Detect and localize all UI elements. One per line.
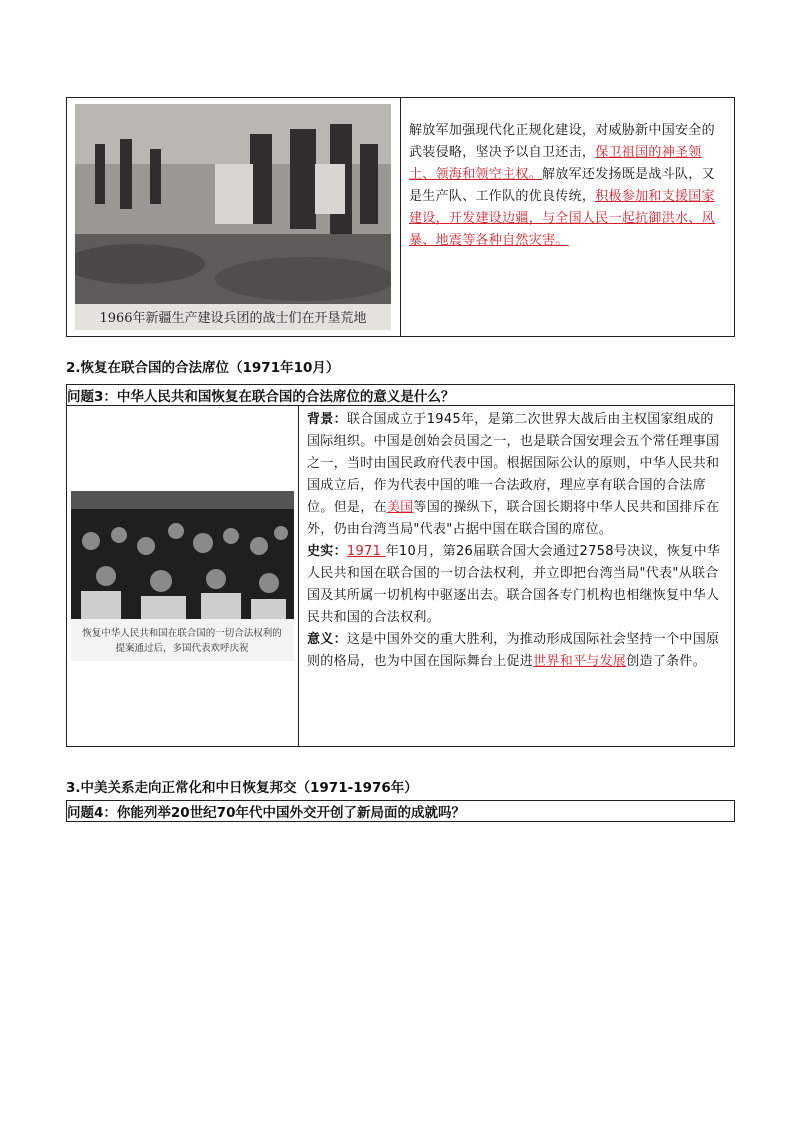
meaning-paragraph bbox=[307, 629, 726, 673]
un-photo-caption-line1: 恢复中华人民共和国在联合国的一切合法权利的 bbox=[82, 628, 282, 639]
section2-title: 2.恢复在联合国的合法席位（1971年10月） bbox=[66, 360, 340, 376]
section3-table bbox=[66, 800, 735, 822]
top-text-p2: 解放军还发扬既是战斗队，又是生产队、工作队的优良传统， bbox=[409, 167, 715, 204]
background-text-1: 联合国成立于1945年，是第二次世界大战后由主权国家组成的国际组织。中国是创始会员国之一，也是联合国安理会五个常任理事国之一，当时由国民政府代表中国。根据国际公认的原则，中华人民共和国成立后，作为代表中国的唯一合法政府，理应享有联合国的合法席位。但是，在 bbox=[307, 412, 720, 515]
un-text-cell bbox=[299, 406, 735, 747]
question4: 问题4：你能列举20世纪70年代中国外交开创了新局面的成就吗？ bbox=[67, 801, 735, 822]
section2-table bbox=[66, 384, 735, 747]
top-text-cell bbox=[401, 98, 735, 337]
un-photo-caption-line2: 提案通过后，多国代表欢呼庆祝 bbox=[115, 643, 249, 654]
reclamation-photo bbox=[75, 104, 391, 330]
question3: 问题3：中华人民共和国恢复在联合国的合法席位的意义是什么？ bbox=[67, 385, 735, 406]
meaning-text-2: 创造了条件。 bbox=[626, 654, 707, 669]
facts-label: 史实： bbox=[307, 544, 347, 559]
reclamation-photo-caption: 1966年新疆生产建设兵团的战士们在开垦荒地 bbox=[99, 311, 367, 326]
un-photo-image bbox=[71, 491, 294, 661]
top-text-p1-red: 保卫祖国的神圣领土、领海和领空主权。 bbox=[409, 145, 702, 182]
top-text-p2-red: 积极参加和支援国家建设，开发建设边疆，与全国人民一起抗御洪水、风暴、地震等各种自然灾害。 bbox=[409, 189, 715, 248]
top-text bbox=[401, 98, 734, 252]
meaning-red: 世界和平与发展 bbox=[533, 654, 627, 669]
facts-red-year: 1971 bbox=[346, 544, 386, 559]
top-table bbox=[66, 97, 735, 337]
reclamation-photo-image bbox=[75, 104, 391, 330]
un-text bbox=[299, 406, 734, 676]
meaning-text-1: 这是中国外交的重大胜利，为推动形成国际社会坚持一个中国原则的格局，也为中国在国际舞台上促进 bbox=[307, 632, 720, 669]
background-label: 背景： bbox=[307, 412, 347, 427]
meaning-label: 意义： bbox=[307, 632, 347, 647]
facts-text: 年10月，第26届联合国大会通过2758号决议，恢复中华人民共和国在联合国的一切合法权利，并立即把台湾当局"代表"从联合国及其所属一切机构中驱逐出去。联合国各专门机构也相继恢复中华人民共和国的合法权利。 bbox=[307, 544, 721, 625]
un-photo-cell bbox=[67, 406, 299, 747]
background-red-usa: 美国 bbox=[386, 500, 414, 515]
background-paragraph bbox=[307, 409, 726, 541]
facts-paragraph bbox=[307, 541, 726, 629]
top-photo-cell bbox=[67, 98, 401, 337]
top-text-p1: 解放军加强现代化正规化建设，对威胁新中国安全的武装侵略，坚决予以自卫还击， bbox=[409, 123, 715, 160]
un-photo bbox=[71, 491, 294, 661]
section3-title: 3.中美关系走向正常化和中日恢复邦交（1971-1976年） bbox=[66, 780, 418, 796]
background-text-2: 等国的操纵下，联合国长期将中华人民共和国排斥在外，仍由台湾当局"代表"占据中国在联合国的席位。 bbox=[307, 500, 720, 537]
